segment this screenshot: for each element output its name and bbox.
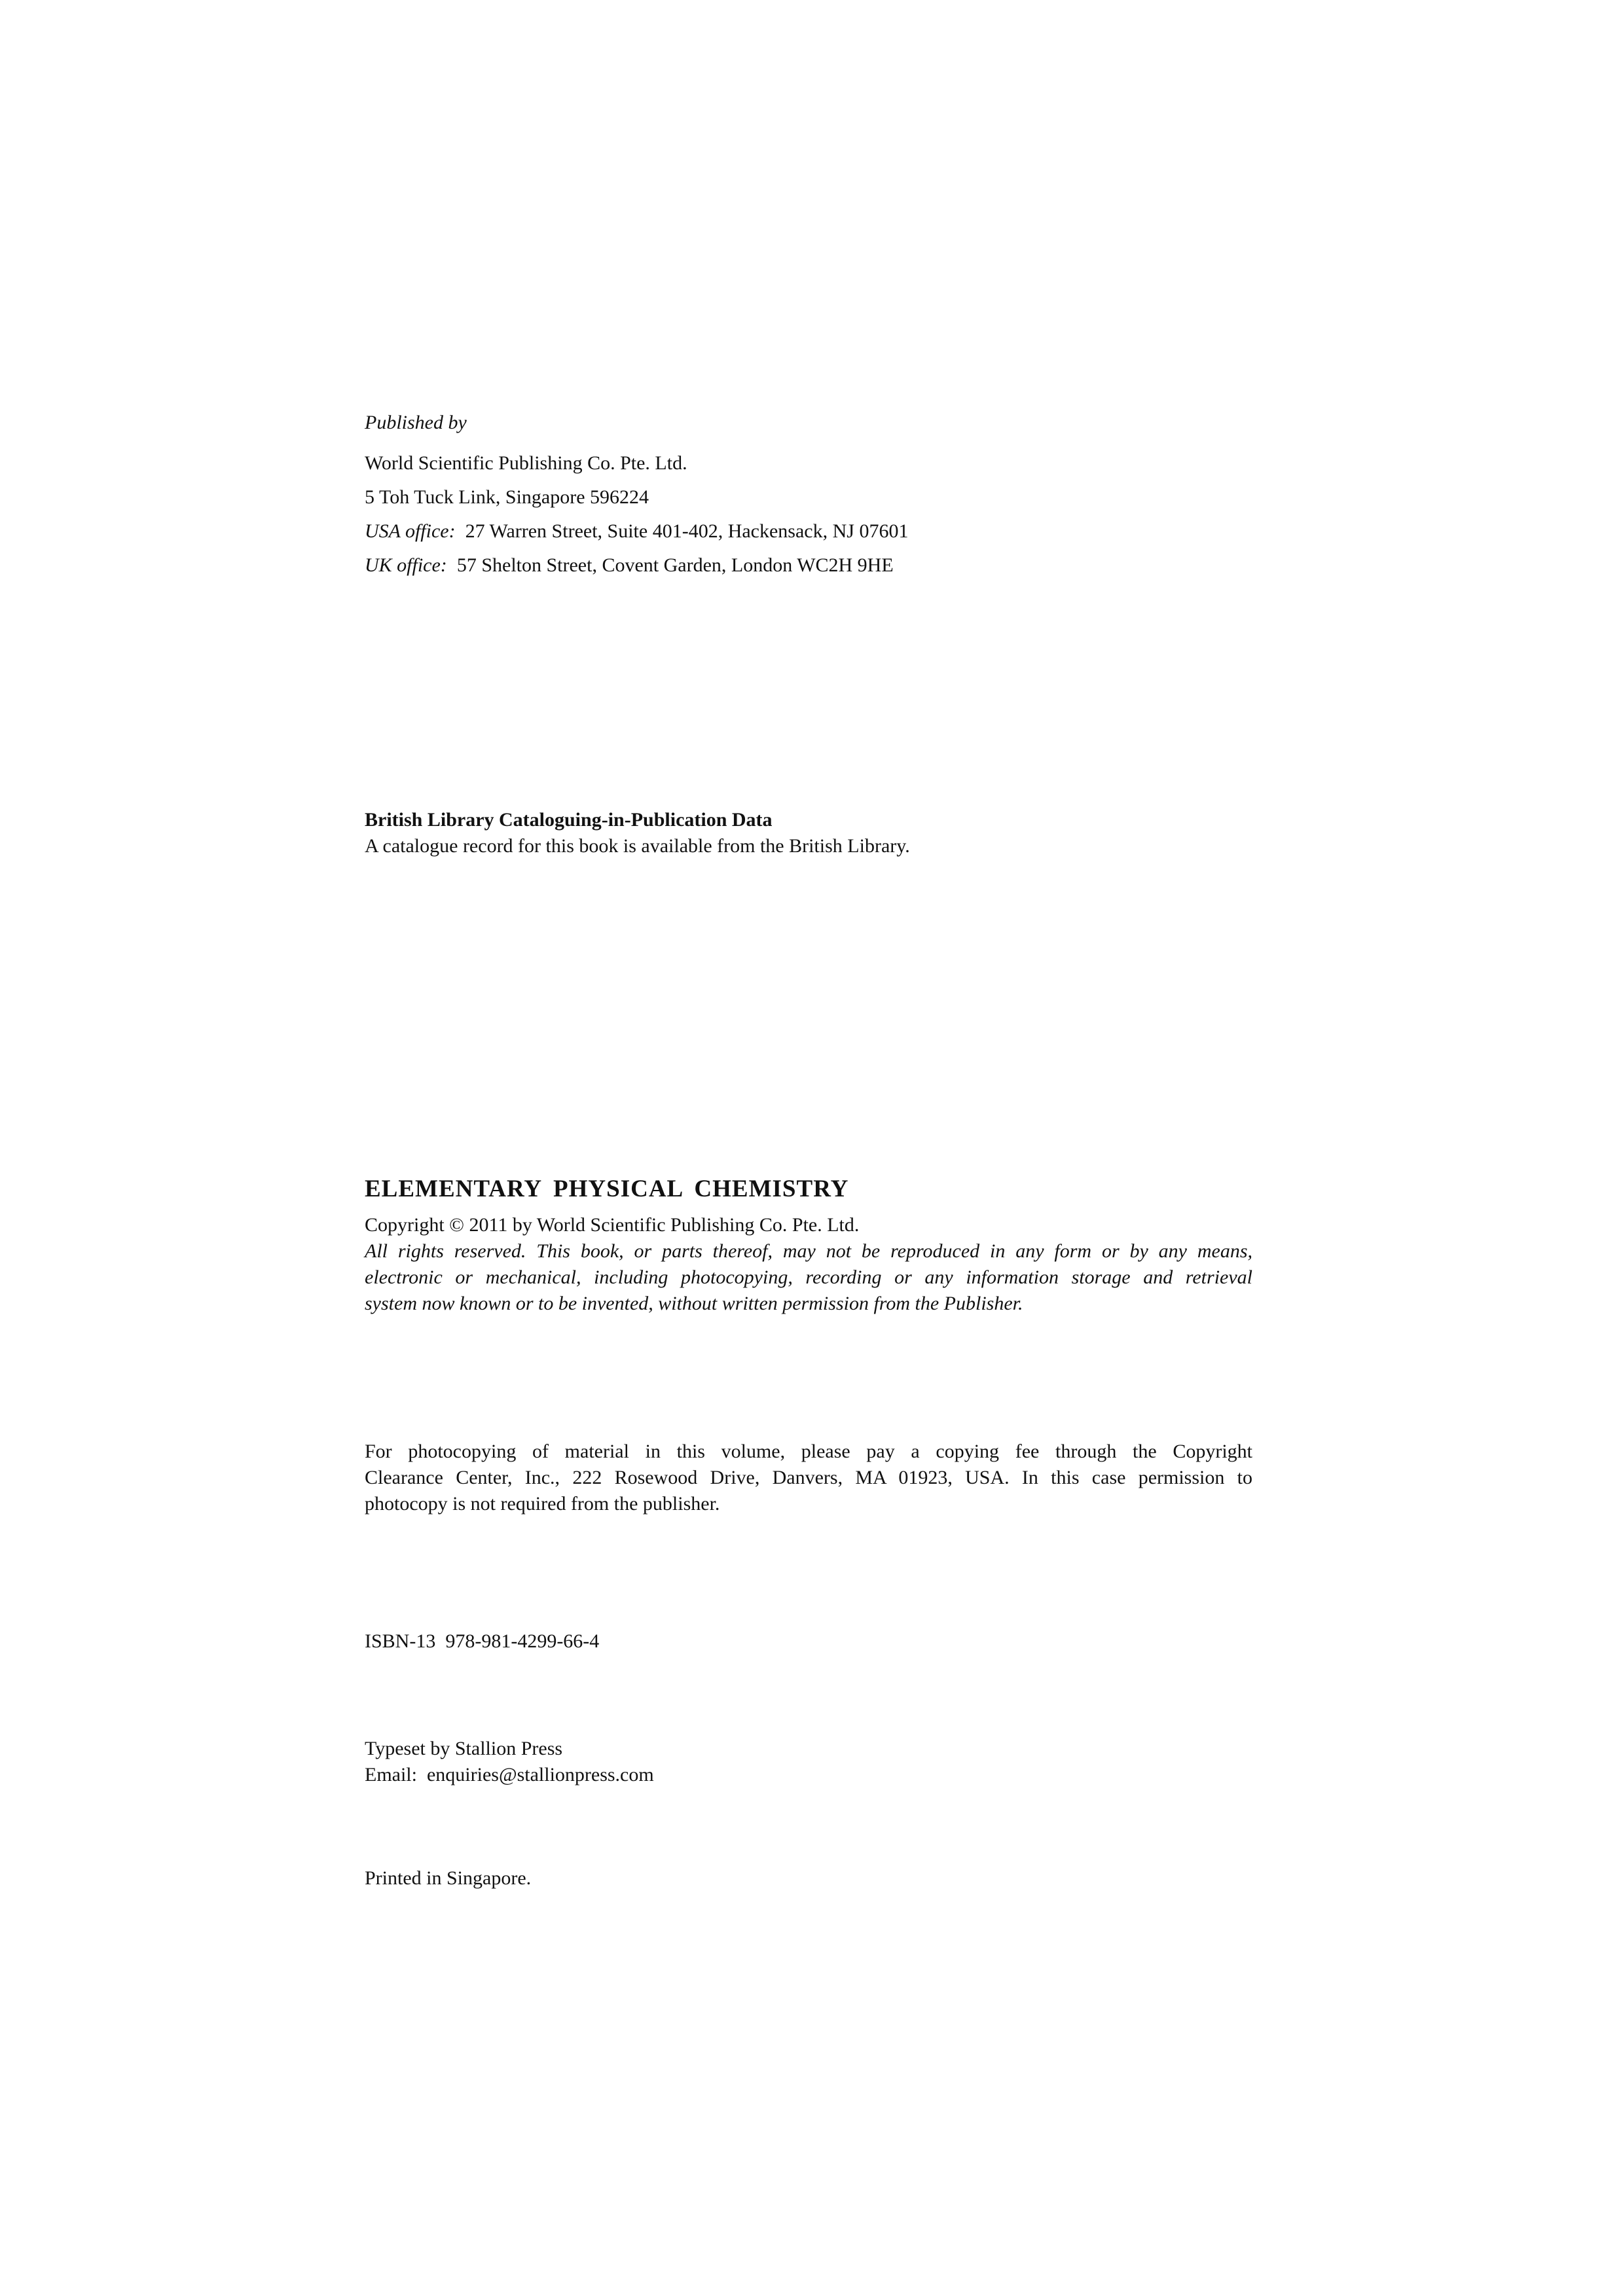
photocopy-line: For photocopying of material in this volume, please pay a copying fee through the Copyright xyxy=(365,1441,1252,1462)
cataloguing-text: A catalogue record for this book is available from the British Library. xyxy=(365,835,910,857)
photocopy-line: Clearance Center, Inc., 222 Rosewood Drive, Danvers, MA 01923, USA. In this case permission to xyxy=(365,1467,1252,1488)
rights-line: electronic or mechanical, including photocopying, recording or any information storage and retrieval xyxy=(365,1266,1252,1288)
uk-office-address: 57 Shelton Street, Covent Garden, London WC2H 9HE xyxy=(456,554,894,576)
typeset-email: Email: enquiries@stallionpress.com xyxy=(365,1764,654,1785)
usa-office-label: USA office: xyxy=(365,520,456,542)
typeset-by: Typeset by Stallion Press xyxy=(365,1738,563,1759)
usa-office-line xyxy=(365,514,1252,548)
book-title: ELEMENTARY PHYSICAL CHEMISTRY xyxy=(365,1175,849,1202)
typeset-block xyxy=(365,1736,1252,1788)
rights-line: All rights reserved. This book, or parts thereof, may not be reproduced in any form or by any means, xyxy=(365,1240,1252,1262)
printed-in: Printed in Singapore. xyxy=(365,1867,532,1889)
publisher-block xyxy=(365,406,1252,583)
cataloguing-heading: British Library Cataloguing-in-Publication Data xyxy=(365,809,773,831)
rights-line: system now known or to be invented, without written permission from the Publisher. xyxy=(365,1293,1023,1314)
printed-block xyxy=(365,1865,1252,1892)
uk-office-line xyxy=(365,548,1252,583)
photocopy-paragraph xyxy=(365,1439,1252,1517)
photocopy-line: photocopy is not required from the publisher. xyxy=(365,1493,720,1515)
isbn-block xyxy=(365,1628,1252,1655)
copyright-line: Copyright © 2011 by World Scientific Publishing Co. Pte. Ltd. xyxy=(365,1214,860,1236)
uk-office-label: UK office: xyxy=(365,554,447,576)
photocopy-block xyxy=(365,1439,1252,1517)
isbn: ISBN-13 978-981-4299-66-4 xyxy=(365,1630,600,1652)
title-block xyxy=(365,1174,1252,1317)
usa-office-address: 27 Warren Street, Suite 401-402, Hackensack, NJ 07601 xyxy=(465,520,909,542)
publisher-address: 5 Toh Tuck Link, Singapore 596224 xyxy=(365,486,649,508)
rights-paragraph xyxy=(365,1238,1252,1317)
published-by-heading: Published by xyxy=(365,412,467,433)
publisher-name: World Scientific Publishing Co. Pte. Ltd. xyxy=(365,452,687,474)
cataloguing-block xyxy=(365,807,1252,859)
